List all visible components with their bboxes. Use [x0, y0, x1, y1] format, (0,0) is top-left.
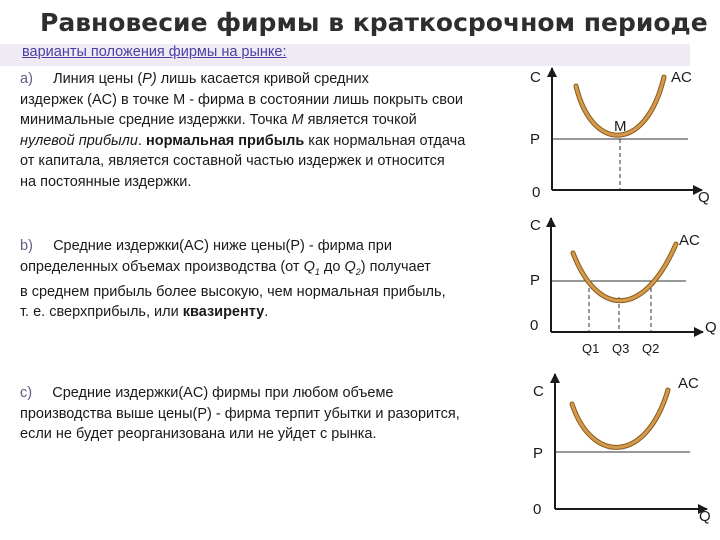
graph-b-q3-label: Q3 [612, 341, 630, 356]
para-a-line6: на постоянные издержки. [20, 173, 192, 190]
para-a-italic: нулевой прибыли [20, 132, 138, 149]
para-b-q2: Q [344, 258, 356, 275]
para-a-line3: минимальные средние издержки. Точка [20, 112, 292, 128]
para-c-line3: если не будет реорганизована или не уйдет с рынка. [20, 426, 377, 442]
para-b-q1sub: 1 [314, 266, 320, 277]
graph-c-y-label: C [533, 383, 544, 400]
para-a-dot: . [137, 132, 146, 149]
subtitle: варианты положения фирмы на рынке: [22, 44, 287, 60]
para-a-t1: Линия цены ( [53, 71, 143, 87]
graph-a-y-label: C [530, 69, 541, 86]
graph-a-curve-label: AC [671, 69, 692, 86]
para-a-m: М [291, 112, 304, 128]
graph-c-curve-label: AC [678, 375, 699, 392]
marker-b: b) [20, 238, 33, 254]
graph-b-y-label: C [530, 217, 541, 234]
graph-b-origin: 0 [530, 317, 539, 334]
graph-c-price-label: P [533, 445, 544, 462]
graph-a-point-label: M [614, 118, 627, 135]
para-b-line4a: т. е. сверхприбыль, или [20, 304, 183, 321]
slide-title: Равновесие фирмы в краткосрочном периоде [40, 8, 708, 37]
para-a-bold: нормальная прибыль [145, 132, 305, 149]
marker-a: a) [20, 71, 33, 87]
marker-c: c) [20, 385, 33, 401]
para-b-line2b: до [319, 258, 345, 275]
graph-b-q2-label: Q2 [642, 341, 660, 356]
graph-b [530, 217, 717, 356]
para-b-q2sub: 2 [355, 266, 361, 277]
graph-b-x-label: Q [705, 319, 717, 336]
para-b-line2a: определенных объемах производства (от [20, 258, 304, 275]
graph-b-curve-label: AC [679, 232, 700, 249]
para-a-t2: лишь касается кривой средних [156, 71, 369, 87]
para-c-line1: Средние издержки(AC) фирмы при любом объеме [52, 385, 394, 401]
para-c-line2: производства выше цены(P) - фирма терпит убытки и разорится, [20, 405, 460, 422]
para-a-line2: издержек (AC) в точке М - фирма в состоянии лишь покрыть свои [20, 91, 464, 108]
graph-c-origin: 0 [533, 501, 542, 518]
para-a-line3b: является точкой [303, 112, 417, 128]
graph-b-price-label: P [530, 272, 541, 289]
graph-a-x-label: Q [698, 189, 710, 206]
graph-c-x-label: Q [699, 508, 711, 525]
graph-c [533, 374, 711, 525]
para-b-line4b: . [264, 304, 269, 321]
para-a-p: P) [142, 71, 157, 87]
para-b-bold: квазиренту [182, 304, 265, 321]
para-b-line3: в среднем прибыль более высокую, чем нормальная прибыль, [20, 283, 446, 300]
graph-c-ac-curve-edge [572, 390, 668, 447]
graph-a-origin: 0 [532, 184, 541, 201]
graph-a [530, 68, 710, 206]
para-b-line1: Средние издержки(AC) ниже цены(P) - фирма при [53, 238, 392, 254]
graph-b-ac-curve [573, 244, 676, 301]
para-b-line2c: ) получает [360, 258, 431, 275]
para-a-line4b: как нормальная отдача [304, 132, 466, 149]
para-a-line5: от капитала, является составной частью издержек и относится [20, 153, 445, 169]
graph-b-q1-label: Q1 [582, 341, 600, 356]
para-b-q1: Q [303, 258, 315, 275]
graph-a-price-label: P [530, 131, 541, 148]
